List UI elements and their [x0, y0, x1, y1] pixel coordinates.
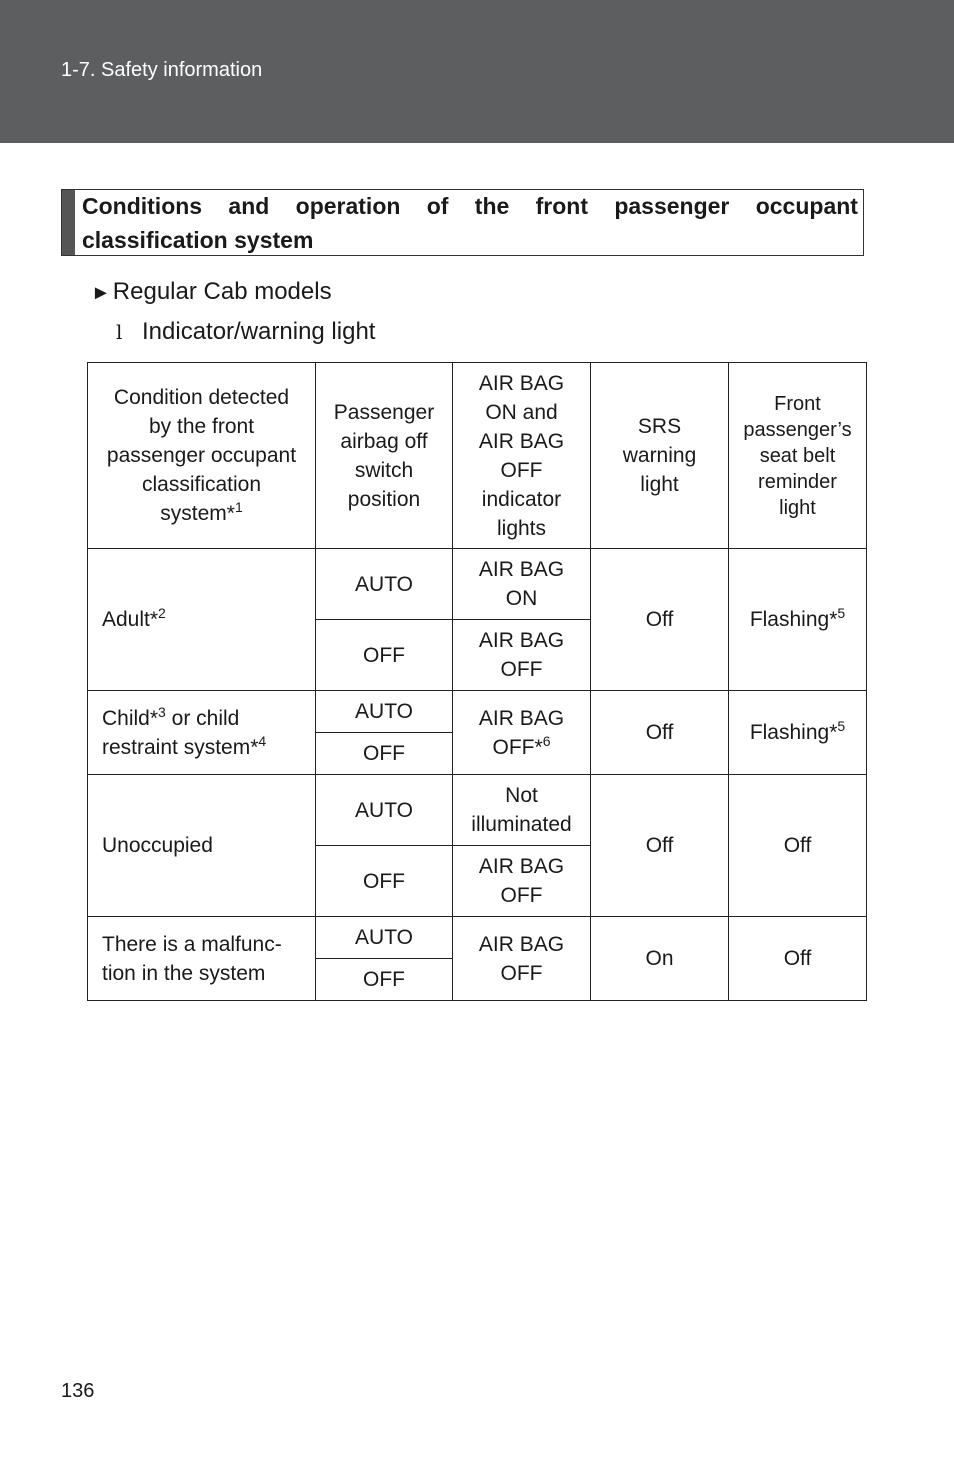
table-header-row — [88, 363, 867, 549]
cell-malfunction-indicator: AIR BAG OFF — [453, 917, 591, 1001]
cell-unoccupied-off: OFF — [316, 846, 453, 917]
cell-unoccupied-auto-indicator: Not illuminated — [453, 775, 591, 846]
header-seat-belt-reminder: Front passenger’s seat belt reminder light — [729, 363, 867, 549]
cell-unoccupied-belt: Off — [729, 775, 867, 917]
cell-malfunction-condition: There is a malfunc- tion in the system — [88, 917, 316, 1001]
header-condition: Condition detected by the front passenger occupant classification system*$^1$ — [88, 363, 316, 549]
cell-malfunction-auto: AUTO — [316, 917, 453, 959]
table-row-malfunction-auto — [88, 917, 867, 959]
cell-unoccupied-off-indicator: AIR BAG OFF — [453, 846, 591, 917]
header-indicator-lights: AIR BAG ON and AIR BAG OFF indicator lights — [453, 363, 591, 549]
cell-unoccupied-condition: Unoccupied — [88, 775, 316, 917]
cell-child-srs: Off — [591, 691, 729, 775]
cell-child-off: OFF — [316, 733, 453, 775]
cell-malfunction-srs: On — [591, 917, 729, 1001]
page-number: 136 — [61, 1380, 95, 1402]
cell-unoccupied-srs: Off — [591, 775, 729, 917]
bullet-heading — [116, 318, 375, 346]
triangle-right-icon: ► — [91, 282, 111, 304]
bullet-marker: l — [116, 320, 123, 344]
cell-unoccupied-auto: AUTO — [316, 775, 453, 846]
table-row-adult-auto — [88, 549, 867, 620]
cell-malfunction-off: OFF — [316, 959, 453, 1001]
cell-child-auto: AUTO — [316, 691, 453, 733]
cell-adult-off-indicator: AIR BAG OFF — [453, 620, 591, 691]
title-line-1: Conditions and operation of the front passenger occupant — [82, 192, 858, 219]
bullet-label: Indicator/warning light — [142, 318, 376, 345]
section-title — [82, 190, 858, 255]
cell-child-condition: Child*$^3$ or child restraint system*$^4$ — [88, 691, 316, 775]
title-line-2: classification system — [82, 226, 314, 253]
cell-adult-srs: Off — [591, 549, 729, 691]
cell-malfunction-belt: Off — [729, 917, 867, 1001]
header-switch-position: Passenger airbag off switch position — [316, 363, 453, 549]
cell-child-indicator: AIR BAG OFF*$^6$ — [453, 691, 591, 775]
occupant-classification-table — [87, 362, 867, 1001]
header-band — [0, 0, 954, 143]
cell-adult-auto-indicator: AIR BAG ON — [453, 549, 591, 620]
title-accent-bar — [62, 190, 75, 255]
model-label: Regular Cab models — [112, 278, 332, 305]
cell-adult-condition: Adult*$^2$ — [88, 549, 316, 691]
table-row-unoccupied-auto — [88, 775, 867, 846]
section-title-box — [61, 189, 864, 256]
cell-adult-belt: Flashing*$^5$ — [729, 549, 867, 691]
section-label: 1-7. Safety information — [61, 59, 263, 81]
cell-child-belt: Flashing*$^5$ — [729, 691, 867, 775]
cell-adult-off: OFF — [316, 620, 453, 691]
table-row-child-auto — [88, 691, 867, 733]
cell-adult-auto: AUTO — [316, 549, 453, 620]
header-srs-warning-light: SRS warning light — [591, 363, 729, 549]
model-heading — [91, 278, 332, 306]
